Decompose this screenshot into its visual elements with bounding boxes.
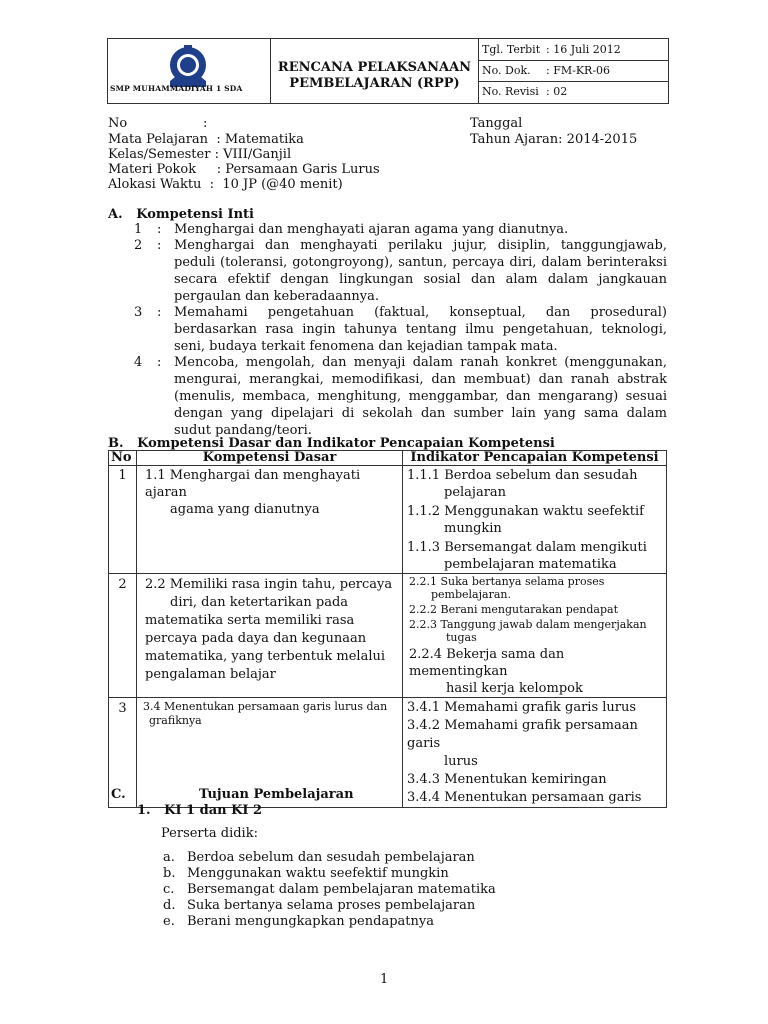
indikator-item: 1.1.1 Berdoa sebelum dan sesudah	[407, 468, 638, 483]
indikator-item-cont: tugas	[446, 631, 477, 644]
indikator-item-cont: pembelajaran matematika	[444, 557, 617, 572]
indikator-item-cont: pembelajaran.	[431, 588, 511, 601]
indikator-item-cont: mungkin	[444, 521, 502, 536]
info-no-colon: :	[203, 116, 208, 131]
row-number: 1	[109, 466, 137, 574]
indikator-item: 2.2.2 Berani mengutarakan pendapat	[409, 603, 618, 616]
table-header-row	[109, 451, 667, 466]
list-marker: a.	[163, 850, 175, 865]
indikator-item: 2.2.3 Tanggung jawab dalam mengerjakan	[409, 618, 647, 631]
table-header-kd: Kompetensi Dasar	[137, 451, 403, 466]
ki-number: 4	[134, 355, 143, 370]
meta-label: No. Dok.	[482, 64, 531, 77]
ki-text: Menghargai dan menghayati perilaku jujur, disiplin, tanggungjawab, peduli (toleransi, gotongroyong), santun, percaya diri, dalam berinteraksi secara efektif dengan lingkungan sosial dan alam dalam jangkauan pergaulan dan keberadaannya.	[174, 238, 667, 304]
section-c-title: Tujuan Pembelajaran	[199, 787, 354, 802]
document-meta	[479, 39, 668, 103]
indikator-item: 2.2.1 Suka bertanya selama proses	[409, 575, 605, 588]
kd-cell	[137, 574, 403, 698]
indikator-item-cont: pelajaran	[444, 485, 507, 500]
ki-colon: :	[157, 305, 162, 320]
list-item: Menggunakan waktu seefektif mungkin	[187, 866, 449, 881]
row-number: 3	[109, 698, 137, 808]
meta-row-revisi	[479, 81, 668, 102]
row-number: 2	[109, 574, 137, 698]
list-marker: b.	[163, 866, 176, 881]
list-marker: c.	[163, 882, 175, 897]
indikator-item: 1.1.2 Menggunakan waktu seefektif	[407, 504, 644, 519]
meta-label: Tgl. Terbit	[482, 43, 541, 56]
list-item: Berdoa sebelum dan sesudah pembelajaran	[187, 850, 475, 865]
info-alokasi-waktu: Alokasi Waktu : 10 JP (@40 menit)	[108, 177, 343, 192]
document-title	[271, 39, 479, 103]
table-row	[109, 698, 667, 808]
meta-label: No. Revisi	[482, 85, 539, 98]
section-a-title: A. Kompetensi Inti	[108, 207, 254, 222]
title-line-1: RENCANA PELAKSANAAN	[277, 60, 472, 75]
info-no-label: No	[108, 116, 128, 131]
list-item: Bersemangat dalam pembelajaran matematika	[187, 882, 496, 897]
kd-first-line: 1.1 Menghargai dan menghayati ajaran	[145, 468, 361, 500]
indikator-cell	[403, 574, 667, 698]
ki-text: Mencoba, mengolah, dan menyaji dalam ranah konkret (menggunakan, mengurai, merangkai, memodifikasi, dan membuat) dan ranah abstrak (menulis, membaca, menghitung, menggambar, dan mengarang) sesuai dengan yang dipelajari di sekolah dan sumber lain yang sama dalam sudut pandang/teori.	[174, 355, 667, 438]
indikator-item: 3.4.4 Menentukan persamaan garis	[407, 790, 642, 805]
table-header-indikator: Indikator Pencapaian Kompetensi	[403, 451, 667, 466]
kd-cell	[137, 466, 403, 574]
ki-number: 3	[134, 305, 143, 320]
info-materi-pokok: Materi Pokok : Persamaan Garis Lurus	[108, 162, 380, 177]
ki-number: 2	[134, 238, 143, 253]
ki-number: 1	[134, 222, 143, 237]
ki-text: Memahami pengetahuan (faktual, konseptual, dan prosedural) berdasarkan rasa ingin tahunya tentang ilmu pengetahuan, teknologi, seni, budaya terkait fenomena dan kejadian tampak mata.	[174, 305, 667, 354]
section-c-subtitle: 1. KI 1 dan KI 2	[137, 803, 263, 818]
indikator-item: 2.2.4 Bekerja sama dan mementingkan	[409, 647, 565, 679]
meta-row-dok	[479, 60, 668, 82]
table-row	[109, 574, 667, 698]
info-tahun-ajaran: Tahun Ajaran: 2014-2015	[470, 132, 638, 147]
info-kelas-semester: Kelas/Semester : VIII/Ganjil	[108, 147, 292, 162]
ki-colon: :	[157, 238, 162, 253]
logo-cell	[108, 39, 271, 103]
title-line-2: PEMBELAJARAN (RPP)	[289, 76, 460, 91]
indikator-item-cont: lurus	[444, 754, 478, 769]
table-row	[109, 466, 667, 574]
kd-rest: grafiknya	[149, 714, 202, 727]
meta-value: : FM-KR-06	[546, 64, 611, 77]
list-item: Suka bertanya selama proses pembelajaran	[187, 898, 476, 913]
document-header	[107, 38, 669, 104]
info-tanggal: Tanggal	[470, 116, 523, 131]
kd-rest: agama yang dianutnya	[170, 502, 320, 517]
list-item: Berani mengungkapkan pendapatnya	[187, 914, 434, 929]
info-mata-pelajaran: Mata Pelajaran : Matematika	[108, 132, 304, 147]
table-header-no: No	[109, 451, 137, 466]
kd-first-line: 3.4 Menentukan persamaan garis lurus dan	[143, 700, 388, 713]
indikator-item-cont: hasil kerja kelompok	[446, 681, 583, 696]
indikator-item: 1.1.3 Bersemangat dalam mengikuti	[407, 540, 647, 555]
school-logo-icon	[148, 43, 228, 89]
meta-value: : 02	[546, 85, 568, 98]
page-number: 1	[380, 972, 389, 987]
school-name: SMP MUHAMMADIYAH 1 SDA	[110, 84, 243, 93]
indikator-item: 3.4.2 Memahami grafik persamaan garis	[407, 718, 638, 751]
meta-row-terbit	[479, 39, 668, 61]
list-marker: d.	[163, 898, 176, 913]
indikator-cell	[403, 466, 667, 574]
ki-colon: :	[157, 222, 162, 237]
ki-text: Menghargai dan menghayati ajaran agama yang dianutnya.	[174, 222, 569, 237]
list-marker: e.	[163, 914, 175, 929]
indikator-cell	[403, 698, 667, 808]
section-b-title: B. Kompetensi Dasar dan Indikator Pencapaian Kompetensi	[108, 436, 555, 451]
kompetensi-table	[108, 450, 667, 808]
kd-rest: diri, dan ketertarikan pada matematika serta memiliki rasa percaya pada daya dan kegunaan matematika, yang terbentuk melalui pengalaman belajar	[145, 595, 386, 682]
indikator-item: 3.4.3 Menentukan kemiringan	[407, 772, 607, 787]
section-c-letter: C.	[111, 787, 126, 802]
ki-colon: :	[157, 355, 162, 370]
kd-first-line: 2.2 Memiliki rasa ingin tahu, percaya	[145, 577, 393, 592]
indikator-item: 3.4.1 Memahami grafik garis lurus	[407, 700, 637, 715]
meta-value: : 16 Juli 2012	[546, 43, 621, 56]
section-c-intro: Perserta didik:	[161, 826, 258, 841]
